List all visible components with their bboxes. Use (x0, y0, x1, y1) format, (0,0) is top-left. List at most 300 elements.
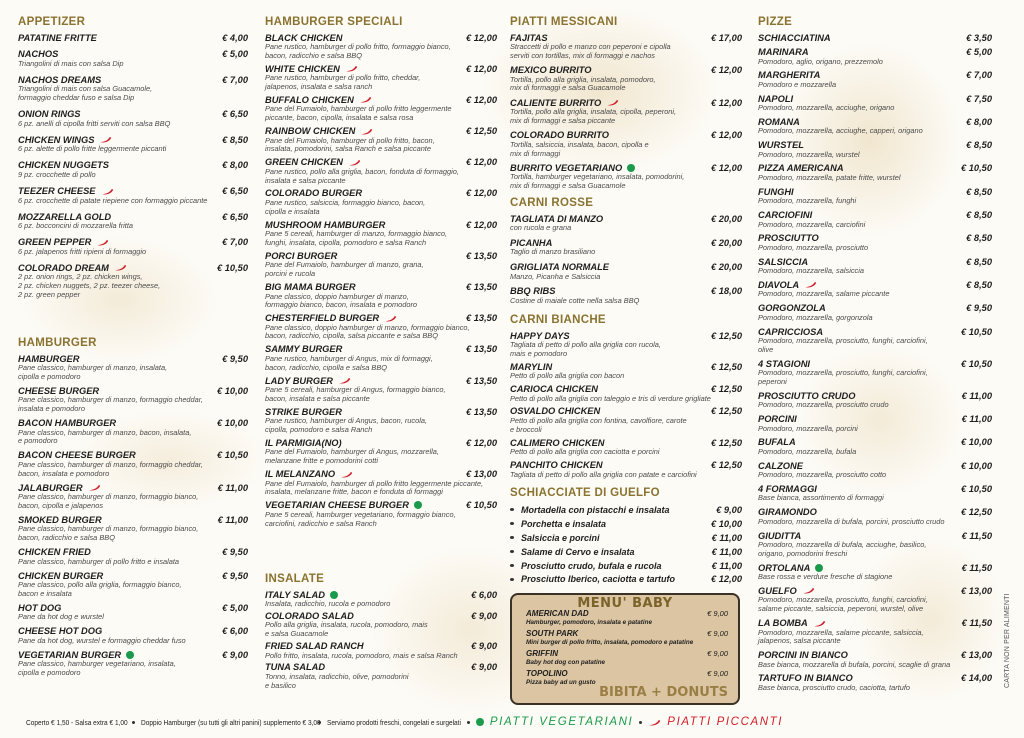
item-name: SMOKED BURGER (18, 514, 102, 525)
item-price: € 11,00 (217, 482, 248, 493)
item-name-wrap (265, 220, 385, 230)
item-price: € 10,50 (960, 163, 992, 174)
item-name: TUNA SALAD (265, 662, 326, 673)
menu-item (265, 406, 497, 435)
menu-item (18, 262, 248, 299)
menu-item (758, 70, 992, 90)
item-name-wrap (18, 547, 91, 557)
footer-note: Coperto € 1,50 - Salsa extra € 1,00 (26, 717, 128, 727)
item-name-wrap (265, 590, 338, 600)
item-name: BACON HAMBURGER (18, 418, 117, 429)
menu-item (758, 358, 992, 387)
item-name: CARIOCA CHICKEN (510, 384, 598, 395)
schiacciata-item (510, 545, 742, 559)
menu-item (265, 126, 497, 155)
item-price: € 20,00 (710, 237, 742, 248)
item-price: € 9,00 (471, 610, 497, 621)
item-description: bacon, radicchio e salsa BBQ (18, 533, 115, 543)
menu-item (18, 450, 248, 479)
item-price: € 10,50 (960, 483, 992, 494)
item-name: CHICKEN WINGS (18, 134, 95, 145)
item-name-wrap (18, 186, 114, 196)
item-name: BIG MAMA BURGER (265, 282, 356, 292)
section-title: HAMBURGER (18, 337, 97, 349)
item-price: € 12,50 (465, 126, 497, 137)
item-name-wrap (510, 331, 570, 341)
item-name: NACHOS DREAMS (18, 74, 102, 85)
chili-icon (348, 159, 361, 166)
menu-item (758, 618, 992, 647)
item-name: IL PARMIGIA(NO) (265, 437, 342, 448)
legend-spicy: PIATTI PICCANTI (667, 716, 784, 728)
item-name: CAPRICCIOSA (758, 326, 824, 337)
item-description: Pomodoro, mozzarella, salame piccante (758, 289, 890, 299)
item-name: BURRITO VEGETARIANO (510, 162, 623, 173)
item-name: Prosciutto Iberico, caciotta e tartufo (510, 574, 675, 584)
item-name: ONION RINGS (18, 109, 81, 120)
item-price: € 13,00 (960, 650, 992, 661)
item-name-wrap (18, 212, 111, 222)
item-description: Hamburger, pomodoro, insalata e patatine (526, 619, 652, 626)
item-description: Costine di maiale cotte nella salsa BBQ (510, 295, 640, 305)
menu-item (265, 375, 497, 404)
menu-item (758, 437, 992, 457)
item-header (18, 418, 248, 429)
menu-item (510, 130, 742, 159)
item-name-wrap (18, 135, 112, 145)
item-description: Petto di pollo alla griglia con taleggio e tris di verdure grigliate (510, 393, 711, 403)
item-description: Pollo alla griglia, insalata, rucola, pomodoro, mais (265, 620, 428, 630)
item-header (265, 641, 497, 652)
item-name: FRIED SALAD RANCH (265, 641, 364, 652)
item-header (18, 32, 248, 43)
item-description: Pane rustico, hamburger di pollo fritto, formaggio bianco, (265, 42, 451, 51)
item-description: insalata e salsa piccante (265, 175, 346, 185)
item-name-wrap (758, 461, 803, 471)
item-price: € 12,50 (710, 406, 742, 417)
item-name-wrap (18, 418, 116, 428)
item-name: ITALY SALAD (265, 589, 325, 600)
item-name-wrap (265, 641, 364, 651)
menu-item (758, 93, 992, 113)
item-name: CALIENTE BURRITO (510, 97, 602, 108)
menu-item (18, 134, 248, 154)
item-price: € 12,50 (710, 361, 742, 372)
item-description: Petto di pollo alla griglia con caciotta e porcini (510, 447, 660, 457)
item-name-wrap (18, 237, 109, 247)
item-name-wrap (265, 611, 354, 621)
item-name-wrap (265, 251, 337, 261)
item-header (510, 384, 742, 395)
item-name: CARCIOFINI (758, 210, 813, 221)
item-description: 6 pz. anelli di cipolla fritti serviti con salsa BBQ (18, 118, 171, 128)
item-name: PORCINI (758, 414, 797, 425)
menu-item (510, 460, 742, 480)
item-description: e salsa Guacamole (265, 629, 329, 639)
item-price: € 12,00 (710, 97, 742, 108)
item-name: CHESTERFIELD BURGER (265, 313, 380, 324)
item-name-wrap (18, 483, 101, 493)
item-name: FUNGHI (758, 186, 794, 197)
item-name-wrap (18, 33, 97, 43)
item-description: Pane 5 cereali, hamburger vegetariano, formaggio bianco, (265, 509, 456, 519)
item-name-wrap (265, 344, 342, 354)
menu-item (265, 282, 497, 311)
item-description: Tonno, insalata, radicchio, olive, pomodorini (265, 671, 409, 681)
item-name-wrap (758, 70, 820, 80)
item-name: Porchetta e insalata (510, 519, 606, 529)
item-description: Pomodoro, mozzarella, prosciutto cotto (758, 470, 887, 480)
item-name: GREEN CHICKEN (265, 157, 343, 168)
item-description: formaggio cheddar fuso e salsa Dip (18, 93, 135, 103)
item-name-wrap (758, 414, 797, 424)
menu-item (758, 673, 992, 693)
item-name-wrap (510, 33, 548, 43)
item-name: ROMANA (758, 116, 800, 127)
item-name: STRIKE BURGER (265, 406, 342, 417)
vegetarian-icon (330, 591, 338, 599)
item-name: TAGLIATA DI MANZO (510, 213, 604, 224)
item-price: € 11,50 (961, 618, 992, 629)
menu-item (758, 116, 992, 136)
menu-item (265, 250, 497, 279)
item-name: TARTUFO IN BIANCO (758, 673, 853, 684)
item-description: Pomodoro, mozzarella di bufala, porcini, prosciutto crudo (758, 516, 945, 526)
item-description: Pomodoro, mozzarella, carciofini (758, 219, 866, 229)
baby-menu-item (526, 648, 728, 668)
item-description: Mini burger di pollo fritto, insalata, pomodoro e patatine (526, 639, 694, 646)
item-description: bacon, radicchio e salsa BBQ (265, 50, 362, 60)
menu-item (510, 32, 742, 61)
item-description: bacon, insalata e pomodoro (18, 468, 110, 478)
item-name: GIRAMONDO (758, 507, 817, 518)
bullet-icon (639, 721, 642, 724)
item-name-wrap (510, 214, 603, 224)
item-description: Pollo fritto, insalata, rucola, pomodoro, mais e salsa Ranch (265, 650, 458, 660)
item-description: mix di formaggi e salsa Guacamole (510, 83, 626, 93)
item-description: Straccetti di pollo e manzo con peperoni e cipolla (510, 42, 671, 51)
item-description: Tortilla, hamburger vegetariano, insalata, pomodorini, (510, 172, 685, 182)
menu-item (758, 507, 992, 527)
item-name-wrap (265, 662, 325, 672)
item-name: Prosciutto crudo, bufala e rucola (510, 561, 662, 571)
item-header (510, 262, 742, 273)
item-description: Pomodoro, mozzarella, prosciutto, funghi, carciofini, (758, 336, 928, 346)
item-name-wrap (18, 515, 102, 525)
item-description: con rucola e grana (510, 223, 572, 232)
item-description: Pane classico, hamburger di manzo, formaggio bianco, (18, 492, 199, 502)
item-name-wrap (510, 238, 552, 248)
item-description: Pane rustico, hamburger di pollo fritto, cheddar, (265, 73, 421, 83)
vegetarian-icon (815, 564, 823, 572)
item-description: carciofini, radicchio e salsa Ranch (265, 518, 377, 528)
item-price: € 12,00 (710, 574, 742, 585)
item-price: € 20,00 (710, 213, 742, 224)
item-description: cipolla e pomodoro (18, 668, 81, 678)
item-name: HOT DOG (18, 602, 62, 613)
item-price: € 11,50 (961, 562, 992, 573)
item-name-wrap (265, 500, 422, 510)
item-price: € 13,00 (465, 469, 497, 480)
chili-icon (99, 136, 112, 143)
menu-item (510, 65, 742, 94)
item-name-wrap (265, 376, 351, 386)
item-price: € 10,50 (216, 262, 248, 273)
menu-section (510, 314, 742, 482)
item-name: CHEESE HOT DOG (18, 626, 103, 637)
footer (26, 715, 783, 729)
item-price: € 10,50 (960, 358, 992, 369)
item-price: € 3,50 (966, 32, 992, 43)
item-name: PATATINE FRITTE (18, 32, 97, 43)
menu-item (758, 326, 992, 355)
item-description: e broccoli (510, 424, 542, 434)
item-name: SAMMY BURGER (265, 344, 343, 355)
menu-item (18, 49, 248, 69)
item-description: Pomodoro e mozzarella (758, 79, 837, 89)
item-price: € 14,00 (960, 673, 992, 684)
menu-item (18, 74, 248, 103)
item-description: Base bianca, mozzarella di bufala, porcini, scaglie di grana (758, 659, 951, 669)
item-price: € 11,00 (711, 532, 742, 543)
item-price: € 8,50 (966, 256, 992, 267)
menu-section (510, 487, 742, 586)
menu-item (758, 256, 992, 276)
item-name: COLORADO SALAD (265, 610, 354, 621)
chili-icon (101, 188, 114, 195)
item-description: Pane rustico, hamburger di Angus, bacon, rucola, (265, 416, 428, 426)
item-description: Pane classico, hamburger vegetariano, insalata, (18, 659, 176, 669)
item-price: € 11,00 (711, 560, 742, 571)
item-description: Pomodoro, mozzarella, patate fritte, wurstel (758, 172, 901, 182)
item-price: € 11,50 (961, 530, 992, 541)
menu-item (18, 32, 248, 43)
item-name: 4 STAGIONI (758, 358, 810, 369)
menu-item (265, 610, 497, 639)
item-description: Base bianca, prosciutto crudo, caciotta, tartufo (758, 682, 911, 692)
menu-item (265, 662, 497, 691)
item-description: formaggio bianco, bacon, insalata e pomodoro (265, 300, 418, 310)
item-price: € 5,00 (222, 49, 248, 60)
menu-item (758, 650, 992, 670)
menu-item (758, 390, 992, 410)
item-name: PANCHITO CHICKEN (510, 460, 603, 471)
chili-icon (802, 587, 815, 594)
item-header (510, 460, 742, 471)
item-description: olive (758, 344, 774, 354)
menu-item (510, 213, 742, 233)
menu-item (18, 385, 248, 414)
item-description: Petto di pollo alla griglia con fontina, cavolfiore, carote (510, 415, 687, 425)
item-price: € 12,00 (465, 32, 497, 43)
item-description: Pomodoro, mozzarella, salsiccia (758, 266, 864, 276)
item-price: € 9,50 (222, 570, 248, 581)
item-price: € 10,50 (960, 326, 992, 337)
menu-item (758, 186, 992, 206)
item-description: Pane classico, hamburger di manzo, formaggio bianco, (18, 524, 199, 534)
menu-item (18, 109, 248, 129)
item-price: € 18,00 (710, 286, 742, 297)
item-name-wrap (758, 327, 823, 337)
menu-item (510, 97, 742, 126)
item-header (265, 282, 497, 293)
item-header (758, 210, 992, 221)
item-price: € 6,50 (222, 211, 248, 222)
item-price: € 6,00 (222, 626, 248, 637)
item-description: Pomodoro, mozzarella, salame piccante, salsiccia, (758, 627, 924, 637)
chili-icon (804, 281, 817, 288)
item-name: GORGONZOLA (758, 303, 826, 314)
item-description: Pane classico, doppio hamburger di manzo, formaggio bianco, (265, 322, 470, 332)
item-name-wrap (510, 460, 603, 470)
menu-item (758, 140, 992, 160)
item-name: BLACK CHICKEN (265, 32, 343, 43)
item-description: Base bianca, assortimento di formaggi (758, 493, 884, 503)
item-description: 6 pz. alette di pollo fritte leggermente piccanti (18, 144, 167, 154)
section-title: SCHIACCIATE DI GUELFO (510, 487, 660, 499)
item-description: Pomodoro, mozzarella, acciughe, origano (758, 103, 895, 113)
item-name: GREEN PEPPER (18, 237, 92, 248)
item-price: € 12,00 (710, 162, 742, 173)
item-name: ORTOLANA (758, 562, 811, 573)
item-description: Pane classico, hamburger di pollo fritto e insalata (18, 556, 180, 566)
item-description: cipolla, pomodoro e salsa Ranch (265, 425, 373, 435)
item-price: € 13,50 (465, 282, 497, 292)
baby-menu-item (526, 628, 728, 648)
item-name-wrap (758, 650, 848, 660)
item-price: € 12,00 (465, 219, 497, 230)
menu-item (758, 47, 992, 67)
item-description: Pane del Fumaiolo, hamburger di pollo fritto leggermente piccante, (265, 478, 484, 488)
item-name-wrap (758, 257, 808, 267)
item-name-wrap (265, 157, 361, 167)
item-name: 4 FORMAGGI (758, 483, 817, 494)
schiacciata-item (510, 517, 742, 531)
item-price: € 7,00 (966, 70, 992, 81)
item-name-wrap (18, 571, 103, 581)
item-name: TOPOLINO (526, 668, 568, 678)
item-price: € 12,00 (710, 65, 742, 76)
item-name-wrap (758, 117, 800, 127)
item-price: € 10,50 (465, 500, 497, 511)
item-price: € 11,00 (711, 546, 742, 557)
item-name-wrap (265, 438, 342, 448)
item-name-wrap (18, 354, 79, 364)
chili-icon (96, 239, 109, 246)
item-header (526, 628, 728, 638)
item-description: Pane 5 cereali, hamburger di manzo, formaggio bianco, (265, 229, 447, 239)
item-header (265, 469, 497, 480)
section-title: PIZZE (758, 16, 793, 28)
item-name: COLORADO BURRITO (510, 130, 609, 141)
item-name-wrap (510, 286, 555, 296)
item-name: MOZZARELLA GOLD (18, 211, 112, 222)
legend-vegetarian: PIATTI VEGETARIANI (489, 716, 634, 728)
item-name-wrap (510, 163, 635, 173)
item-name: CALZONE (758, 460, 803, 471)
item-name: CHICKEN BURGER (18, 570, 104, 581)
vegetarian-icon (627, 164, 635, 172)
section-title: INSALATE (265, 573, 325, 585)
menu-item (510, 262, 742, 282)
item-name-wrap (758, 233, 819, 243)
item-name: MUSHROOM HAMBURGER (265, 219, 386, 230)
item-description: funghi, insalata, cipolla, pomodoro e salsa Ranch (265, 237, 427, 247)
item-price: € 8,50 (966, 233, 992, 244)
item-price: € 8,00 (222, 160, 248, 171)
menu-item (18, 570, 248, 599)
item-description: Pane 5 cereali, hamburger di Angus, formaggio bianco, (265, 385, 446, 395)
item-description: Pane classico, pollo alla griglia, formaggio bianco, (18, 580, 182, 590)
item-price: € 9,00 (707, 648, 728, 658)
item-price: € 12,00 (465, 188, 497, 199)
item-header (18, 186, 248, 197)
item-description: mais e pomodoro (510, 348, 568, 358)
item-name: CALIMERO CHICKEN (510, 437, 605, 448)
menu-item (758, 32, 992, 43)
item-price: € 12,00 (465, 437, 497, 448)
item-description: jalapenos, salsa piccante (758, 636, 841, 646)
item-name-wrap (18, 626, 102, 636)
item-description: jalapenos, insalata e salsa ranch (265, 81, 373, 91)
item-header (510, 65, 742, 76)
section-title: CARNI BIANCHE (510, 314, 606, 326)
item-name: LA BOMBA (758, 618, 808, 629)
item-price: € 10,00 (960, 460, 992, 471)
item-description: Petto di pollo alla griglia con bacon (510, 371, 625, 381)
chili-icon (648, 719, 661, 726)
item-price: € 12,50 (710, 437, 742, 448)
item-name: SCHIACCIATINA (758, 32, 831, 43)
item-name-wrap (510, 438, 605, 448)
item-description: Pane da hot dog, wurstel e formaggio cheddar fuso (18, 635, 186, 645)
item-name-wrap (758, 33, 831, 43)
item-description: serviti con tortillas, mix di formaggi e nachos (510, 50, 655, 60)
item-description: Pane del Fumaiolo, hamburger di pollo fritto, bacon, (265, 135, 435, 145)
item-name-wrap (758, 673, 853, 683)
item-name-wrap (265, 95, 372, 105)
item-name-wrap (510, 406, 600, 416)
menu-item (265, 313, 497, 342)
item-name-wrap (265, 313, 397, 323)
item-name-wrap (758, 507, 817, 517)
item-description: Pane da hot dog e wurstel (18, 612, 104, 622)
item-name-wrap (510, 262, 609, 272)
item-description: mix di formaggi (510, 148, 561, 158)
menu-section (758, 16, 992, 696)
item-name: HAMBURGER (18, 353, 80, 364)
item-description: Tortilla, salsiccia, insalata, bacon, cipolla e (510, 139, 649, 149)
item-price: € 12,50 (710, 384, 742, 395)
menu-item (18, 160, 248, 180)
item-price: € 13,50 (465, 313, 497, 324)
item-price: € 6,00 (471, 589, 497, 600)
menu-item (758, 414, 992, 434)
item-name: BACON CHEESE BURGER (18, 450, 136, 461)
item-name: TEEZER CHEESE (18, 186, 96, 197)
item-description: 6 pz. bocconcini di mozzarella fritta (18, 221, 134, 231)
item-name-wrap (265, 469, 353, 479)
menu-item (18, 547, 248, 567)
item-price: € 6,50 (222, 109, 248, 120)
item-price: € 9,00 (471, 662, 497, 673)
item-description: Pane del Fumaiolo, hamburger di manzo, grana, (265, 260, 424, 270)
item-name-wrap (18, 386, 99, 396)
item-description: Pomodoro, mozzarella, prosciutto, funghi, carciofini, (758, 595, 928, 605)
item-name: Mortadella con pistacchi e insalata (510, 505, 670, 515)
item-price: € 8,50 (966, 279, 992, 290)
item-price: € 11,00 (961, 414, 992, 425)
